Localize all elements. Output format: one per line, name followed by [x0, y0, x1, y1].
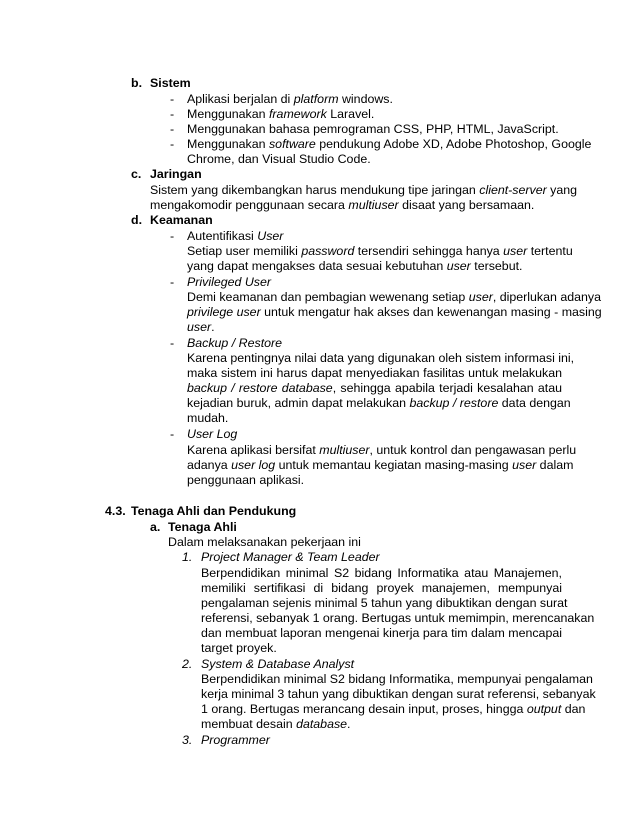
sistem-heading: Sistem	[150, 76, 191, 90]
item2-text-2: kerja minimal 3 tahun yang dibuktikan dengan surat referensi, sebanyak	[201, 687, 596, 701]
item1-text-4: referensi, sebanyak 1 orang. Bertugas untuk memimpin, merencanakan	[201, 611, 595, 625]
priv-text-2: privilege user untuk mengatur hak akses dan kewenangan masing - masing	[187, 305, 602, 319]
item1-text-6: target proyek.	[201, 641, 277, 655]
bullet-dash: -	[170, 92, 175, 106]
backup-text-2: maka sistem ini harus dapat menyediakan fasilitas untuk melakukan	[187, 366, 562, 380]
intro-text: Dalam melaksanakan pekerjaan ini	[168, 535, 361, 549]
jaringan-letter: c.	[131, 167, 142, 181]
item1-text-1: Berpendidikan minimal S2 bidang Informatika atau Manajemen,	[201, 566, 562, 580]
jaringan-heading: Jaringan	[150, 167, 202, 181]
auth-title: Autentifikasi User	[187, 229, 284, 243]
priv-text-3: user.	[187, 320, 215, 334]
item2-text-1: Berpendidikan minimal S2 bidang Informatika, mempunyai pengalaman	[201, 672, 593, 686]
section-heading: Tenaga Ahli dan Pendukung	[131, 504, 297, 518]
bullet-dash: -	[170, 229, 175, 243]
backup-text-3: backup / restore database, sehingga apabila terjadi kesalahan atau	[187, 381, 563, 395]
item-number: 3.	[182, 733, 193, 747]
item2-title: System & Database Analyst	[201, 657, 355, 671]
keamanan-heading: Keamanan	[150, 213, 213, 227]
log-text-2: adanya user log untuk memantau kegiatan masing-masing user dalam	[187, 458, 574, 472]
backup-text-4: kejadian buruk, admin dapat melakukan backup / restore data dengan	[187, 396, 571, 410]
sistem-bullet-4-cont: Chrome, dan Visual Studio Code.	[187, 152, 371, 166]
bullet-dash: -	[170, 122, 175, 136]
bullet-dash: -	[170, 336, 175, 350]
backup-text-1: Karena pentingnya nilai data yang digunakan oleh sistem informasi ini,	[187, 351, 575, 365]
jaringan-text-2: mengakomodir penggunaan secara multiuser disaat yang bersamaan.	[150, 198, 535, 212]
priv-text-1: Demi keamanan dan pembagian wewenang setiap user, diperlukan adanya	[187, 290, 601, 304]
item1-text-2: memiliki sertifikasi di bidang proyek manajemen, mempunyai	[201, 581, 562, 595]
bullet-dash: -	[170, 137, 175, 151]
sistem-letter: b.	[131, 76, 143, 90]
backup-text-5: mudah.	[187, 411, 229, 425]
subsection-heading: Tenaga Ahli	[168, 520, 237, 534]
bullet-dash: -	[170, 107, 175, 121]
log-text-1: Karena aplikasi bersifat multiuser, untuk kontrol dan pengawasan perlu	[187, 443, 577, 457]
item1-text-3: pengalaman sejenis minimal 5 tahun yang dibuktikan dengan surat	[201, 596, 568, 610]
bullet-dash: -	[170, 427, 175, 441]
sistem-bullet-4: Menggunakan software pendukung Adobe XD, Adobe Photoshop, Google	[187, 137, 592, 151]
log-title: User Log	[187, 427, 238, 441]
auth-text-1: Setiap user memiliki password tersendiri sehingga hanya user tertentu	[187, 244, 573, 258]
sistem-bullet-1: Aplikasi berjalan di platform windows.	[187, 92, 393, 106]
jaringan-text-1: Sistem yang dikembangkan harus mendukung tipe jaringan client-server yang	[150, 183, 578, 197]
auth-text-2: yang dapat mengakses data sesuai kebutuhan user tersebut.	[187, 259, 523, 273]
keamanan-letter: d.	[131, 213, 143, 227]
log-text-3: penggunaan aplikasi.	[187, 473, 305, 487]
backup-title: Backup / Restore	[187, 336, 283, 350]
item3-title: Programmer	[201, 733, 270, 747]
item2-text-3: 1 orang. Bertugas merancang desain input, proses, hingga output dan	[201, 702, 586, 716]
subsection-letter: a.	[150, 520, 161, 534]
item1-title: Project Manager & Team Leader	[201, 550, 380, 564]
sistem-bullet-3: Menggunakan bahasa pemrograman CSS, PHP, HTML, JavaScript.	[187, 122, 559, 136]
bullet-dash: -	[170, 275, 175, 289]
sistem-bullet-2: Menggunakan framework Laravel.	[187, 107, 375, 121]
item-number: 2.	[182, 657, 193, 671]
priv-title: Privileged User	[187, 275, 272, 289]
section-number: 4.3.	[105, 504, 126, 518]
item-number: 1.	[182, 550, 193, 564]
item1-text-5: dan membuat laporan mengenai kinerja para tim dalam mencapai	[201, 626, 562, 640]
item2-text-4: membuat desain database.	[201, 717, 351, 731]
